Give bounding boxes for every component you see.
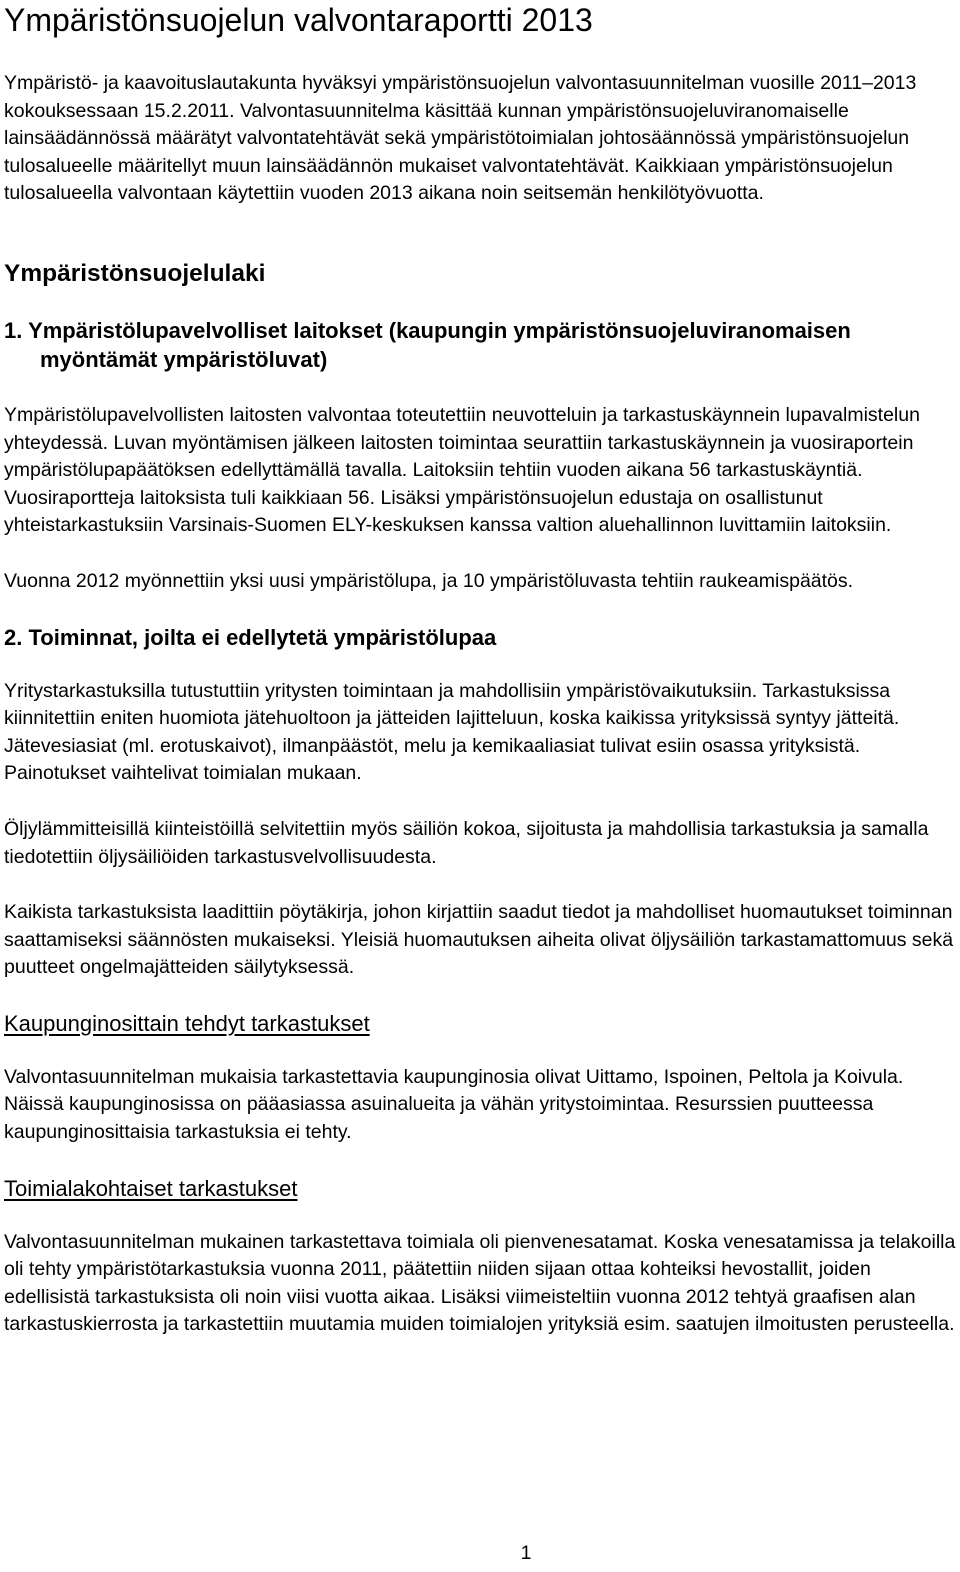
section-heading-environmental-protection-act: Ympäristönsuojelulaki [4,259,266,287]
page-number: 1 [520,1542,532,1564]
paragraph-inspection-reports: Kaikista tarkastuksista laadittiin pöytäkirja, johon kirjattiin saadut tiedot ja mahdolliset huomautukset toiminnan saattamiseksi säännösten mukaiseksi. Yleisiä huomautuksen aiheita olivat öljysäiliön tarkastamattomuus sekä puutteet ongelmajätteiden säilytyksessä. [4,901,954,979]
paragraph-facility-supervision: Ympäristölupavelvollisten laitosten valvontaa toteutettiin neuvotteluin ja tarkastuskäynnein lupavalmistelun yhteydessä. Luvan myöntämisen jälkeen laitosten toimintaa seurattiin tarkastuskäynnein ja vuosiraportein ympäristölupapäätöksen edellyttämällä tavalla. Laitoksiin tehtiin vuoden aikana 56 tarkastuskäyntiä. Vuosiraportteja laitoksista tuli kaikkiaan 56. Lisäksi ympäristönsuojelun edustaja on osallistunut yhteistarkastuksiin Varsinais-Suomen ELY-keskuksen kanssa valtion aluehallinnon luvittamiin laitoksiin. [4,403,920,537]
paragraph-company-inspections: Yritystarkastuksilla tutustuttiin yritysten toimintaan ja mahdollisiin ympäristövaikutuksiin. Tarkastuksissa kiinnitettiin eniten huomiota jätehuoltoon ja jätteiden lajitteluun, koska kaikissa yrityksissä syntyy jätteitä. Jätevesiasiat (ml. erotuskaivot), ilmanpäästöt, melu ja kemikaaliasiat tulivat esiin osassa yrityksistä. Painotukset vaihtelivat toimialan mukaan. [4,679,900,785]
heading-district-inspections: Kaupunginosittain tehdyt tarkastukset [4,1010,370,1036]
paragraph-permits-2012: Vuonna 2012 myönnettiin yksi uusi ympäristölupa, ja 10 ympäristöluvasta tehtiin raukeamispäätös. [4,569,854,592]
paragraph-district-inspections: Valvontasuunnitelman mukaisia tarkastettavia kaupunginosia olivat Uittamo, Ispoinen, Peltola ja Koivula. Näissä kaupunginosissa on pääasiassa asuinalueita ja vähän yritystoimintaa. Resurssien puutteessa kaupunginosittaisia tarkastuksia ei tehty. [4,1065,904,1144]
document-page [4,0,956,1339]
heading-activities-without-permit: 2. Toiminnat, joilta ei edellytetä ympäristölupaa [4,624,497,650]
paragraph-oil-heated-properties: Öljylämmitteisillä kiinteistöillä selvitettiin myös säiliön kokoa, sijoitusta ja mahdollisia tarkastuksia ja samalla tiedotettiin öljysäiliöiden tarkastusvelvollisuudesta. [4,817,929,868]
heading-sector-inspections: Toimialakohtaiset tarkastukset [4,1175,298,1201]
intro-paragraph: Ympäristö- ja kaavoituslautakunta hyväksyi ympäristönsuojelun valvontasuunnitelman vuosille 2011–2013 kokouksessaan 15.2.2011. Valvontasuunnitelma käsittää kunnan ympäristönsuojeluviranomaiselle lainsäädännössä määrätyt valvontatehtävät sekä ympäristötoimialan johtosäännössä ympäristönsuojelun tulosalueelle määritellyt muun lainsäädännön mukaiset valvontatehtävät. Kaikkiaan ympäristönsuojelun tulosalueella valvontaan käytettiin vuoden 2013 aikana noin seitsemän henkilötyövuotta. [4,72,917,205]
paragraph-sector-inspections: Valvontasuunnitelman mukainen tarkastettava toimiala oli pienvenesatamat. Koska venesatamissa ja telakoilla oli tehty ympäristötarkastuksia vuonna 2011, päätettiin niiden sijaan ottaa kohteiksi hevostallit, joiden edellisistä tarkastuksista oli noin viisi vuotta aikaa. Lisäksi viimeisteltiin vuonna 2012 tehtyä graafisen alan tarkastuskierrosta ja tarkastettiin muutamia muiden toimialojen yrityksiä esim. saatujen ilmoitusten perusteella. [4,1230,956,1336]
heading-permit-obligated-facilities: 1. Ympäristölupavelvolliset laitokset (kaupungin ympäristönsuojeluviranomaisen myöntämät ympäristöluvat) [4,317,851,372]
document-title: Ympäristönsuojelun valvontaraportti 2013 [4,2,593,38]
